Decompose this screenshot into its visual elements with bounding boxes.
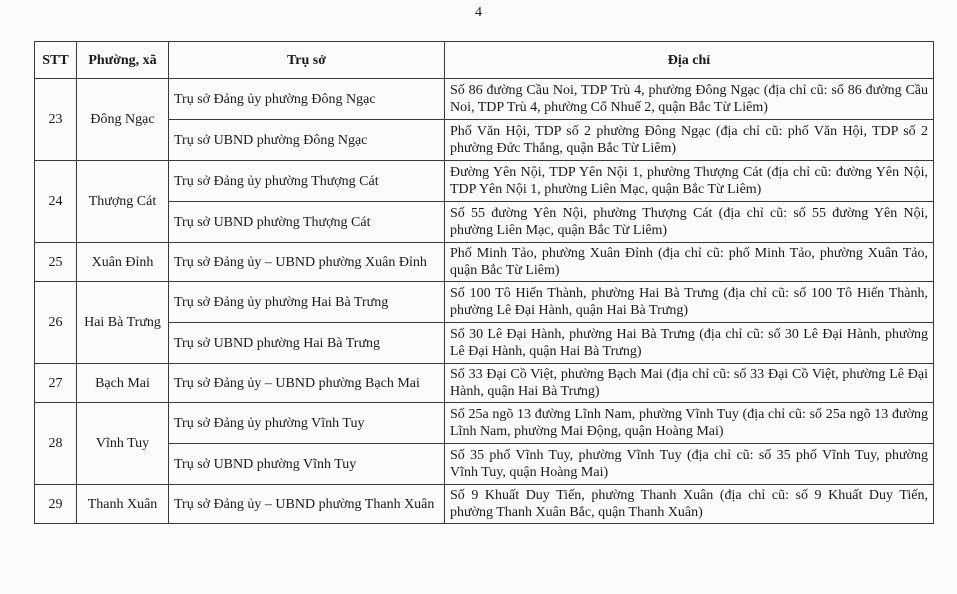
ward-cell: Đông Ngạc xyxy=(77,79,169,161)
stt-cell: 27 xyxy=(35,364,77,403)
table-row xyxy=(35,364,934,403)
ward-cell: Thanh Xuân xyxy=(77,485,169,524)
table-row xyxy=(35,403,934,444)
ward-offices-table xyxy=(34,41,934,524)
table-row xyxy=(35,323,934,364)
address-cell: Số 35 phố Vĩnh Tuy, phường Vĩnh Tuy (địa chỉ cũ: số 35 phố Vĩnh Tuy, phường Vĩnh Tuy, quận Hoàng Mai) xyxy=(445,444,934,485)
office-cell: Trụ sở UBND phường Thượng Cát xyxy=(169,202,445,243)
office-cell: Trụ sở Đảng ủy phường Hai Bà Trưng xyxy=(169,282,445,323)
header-ward: Phường, xã xyxy=(77,42,169,79)
office-cell: Trụ sở Đảng ủy phường Đông Ngạc xyxy=(169,79,445,120)
header-stt: STT xyxy=(35,42,77,79)
office-cell: Trụ sở UBND phường Hai Bà Trưng xyxy=(169,323,445,364)
table-header-row xyxy=(35,42,934,79)
address-cell: Số 25a ngõ 13 đường Lĩnh Nam, phường Vĩnh Tuy (địa chỉ cũ: số 25a ngõ 13 đường Lĩnh Nam, phường Mai Động, quận Hoàng Mai) xyxy=(445,403,934,444)
address-cell: Số 100 Tô Hiến Thành, phường Hai Bà Trưng (địa chỉ cũ: số 100 Tô Hiến Thành, phường Lê Đại Hành, quận Hai Bà Trưng) xyxy=(445,282,934,323)
office-cell: Trụ sở Đảng ủy phường Thượng Cát xyxy=(169,161,445,202)
table-row xyxy=(35,79,934,120)
stt-cell: 25 xyxy=(35,243,77,282)
header-address: Địa chỉ xyxy=(445,42,934,79)
page-number: 4 xyxy=(475,5,482,20)
address-cell: Đường Yên Nội, TDP Yên Nội 1, phường Thượng Cát (địa chỉ cũ: đường Yên Nội, TDP Yên Nội 1, phường Liên Mạc, quận Bắc Từ Liêm) xyxy=(445,161,934,202)
table-row xyxy=(35,120,934,161)
table-row xyxy=(35,282,934,323)
address-cell: Số 30 Lê Đại Hành, phường Hai Bà Trưng (địa chỉ cũ: số 30 Lê Đại Hành, phường Lê Đại Hành, quận Hai Bà Trưng) xyxy=(445,323,934,364)
stt-cell: 23 xyxy=(35,79,77,161)
stt-cell: 26 xyxy=(35,282,77,364)
office-cell: Trụ sở Đảng ủy – UBND phường Bạch Mai xyxy=(169,364,445,403)
office-cell: Trụ sở Đảng ủy phường Vĩnh Tuy xyxy=(169,403,445,444)
ward-cell: Xuân Đỉnh xyxy=(77,243,169,282)
table-body xyxy=(35,79,934,524)
table-row xyxy=(35,444,934,485)
table-row xyxy=(35,161,934,202)
address-cell: Phố Minh Tảo, phường Xuân Đỉnh (địa chỉ cũ: phố Minh Tảo, phường Xuân Tảo, quận Bắc Từ Liêm) xyxy=(445,243,934,282)
office-cell: Trụ sở UBND phường Vĩnh Tuy xyxy=(169,444,445,485)
address-cell: Số 9 Khuất Duy Tiến, phường Thanh Xuân (địa chỉ cũ: số 9 Khuất Duy Tiến, phường Thanh Xuân Bắc, quận Thanh Xuân) xyxy=(445,485,934,524)
stt-cell: 29 xyxy=(35,485,77,524)
table-row xyxy=(35,202,934,243)
stt-cell: 28 xyxy=(35,403,77,485)
stt-cell: 24 xyxy=(35,161,77,243)
header-office: Trụ sở xyxy=(169,42,445,79)
office-cell: Trụ sở UBND phường Đông Ngạc xyxy=(169,120,445,161)
table-row xyxy=(35,243,934,282)
table-row xyxy=(35,485,934,524)
address-cell: Số 86 đường Cầu Noi, TDP Trù 4, phường Đông Ngạc (địa chỉ cũ: số 86 đường Cầu Noi, TDP Trù 4, phường Cổ Nhuế 2, quận Bắc Từ Liêm) xyxy=(445,79,934,120)
office-cell: Trụ sở Đảng ủy – UBND phường Xuân Đỉnh xyxy=(169,243,445,282)
address-cell: Số 55 đường Yên Nội, phường Thượng Cát (địa chỉ cũ: số 55 đường Yên Nội, phường Liên Mạc, quận Bắc Từ Liêm) xyxy=(445,202,934,243)
ward-cell: Vĩnh Tuy xyxy=(77,403,169,485)
address-cell: Phố Văn Hội, TDP số 2 phường Đông Ngạc (địa chỉ cũ: phố Văn Hội, TDP số 2 phường Đức Thắng, quận Bắc Từ Liêm) xyxy=(445,120,934,161)
address-cell: Số 33 Đại Cồ Việt, phường Bạch Mai (địa chỉ cũ: số 33 Đại Cồ Việt, phường Lê Đại Hành, quận Hai Bà Trưng) xyxy=(445,364,934,403)
ward-cell: Bạch Mai xyxy=(77,364,169,403)
ward-cell: Thượng Cát xyxy=(77,161,169,243)
office-cell: Trụ sở Đảng ủy – UBND phường Thanh Xuân xyxy=(169,485,445,524)
ward-cell: Hai Bà Trưng xyxy=(77,282,169,364)
